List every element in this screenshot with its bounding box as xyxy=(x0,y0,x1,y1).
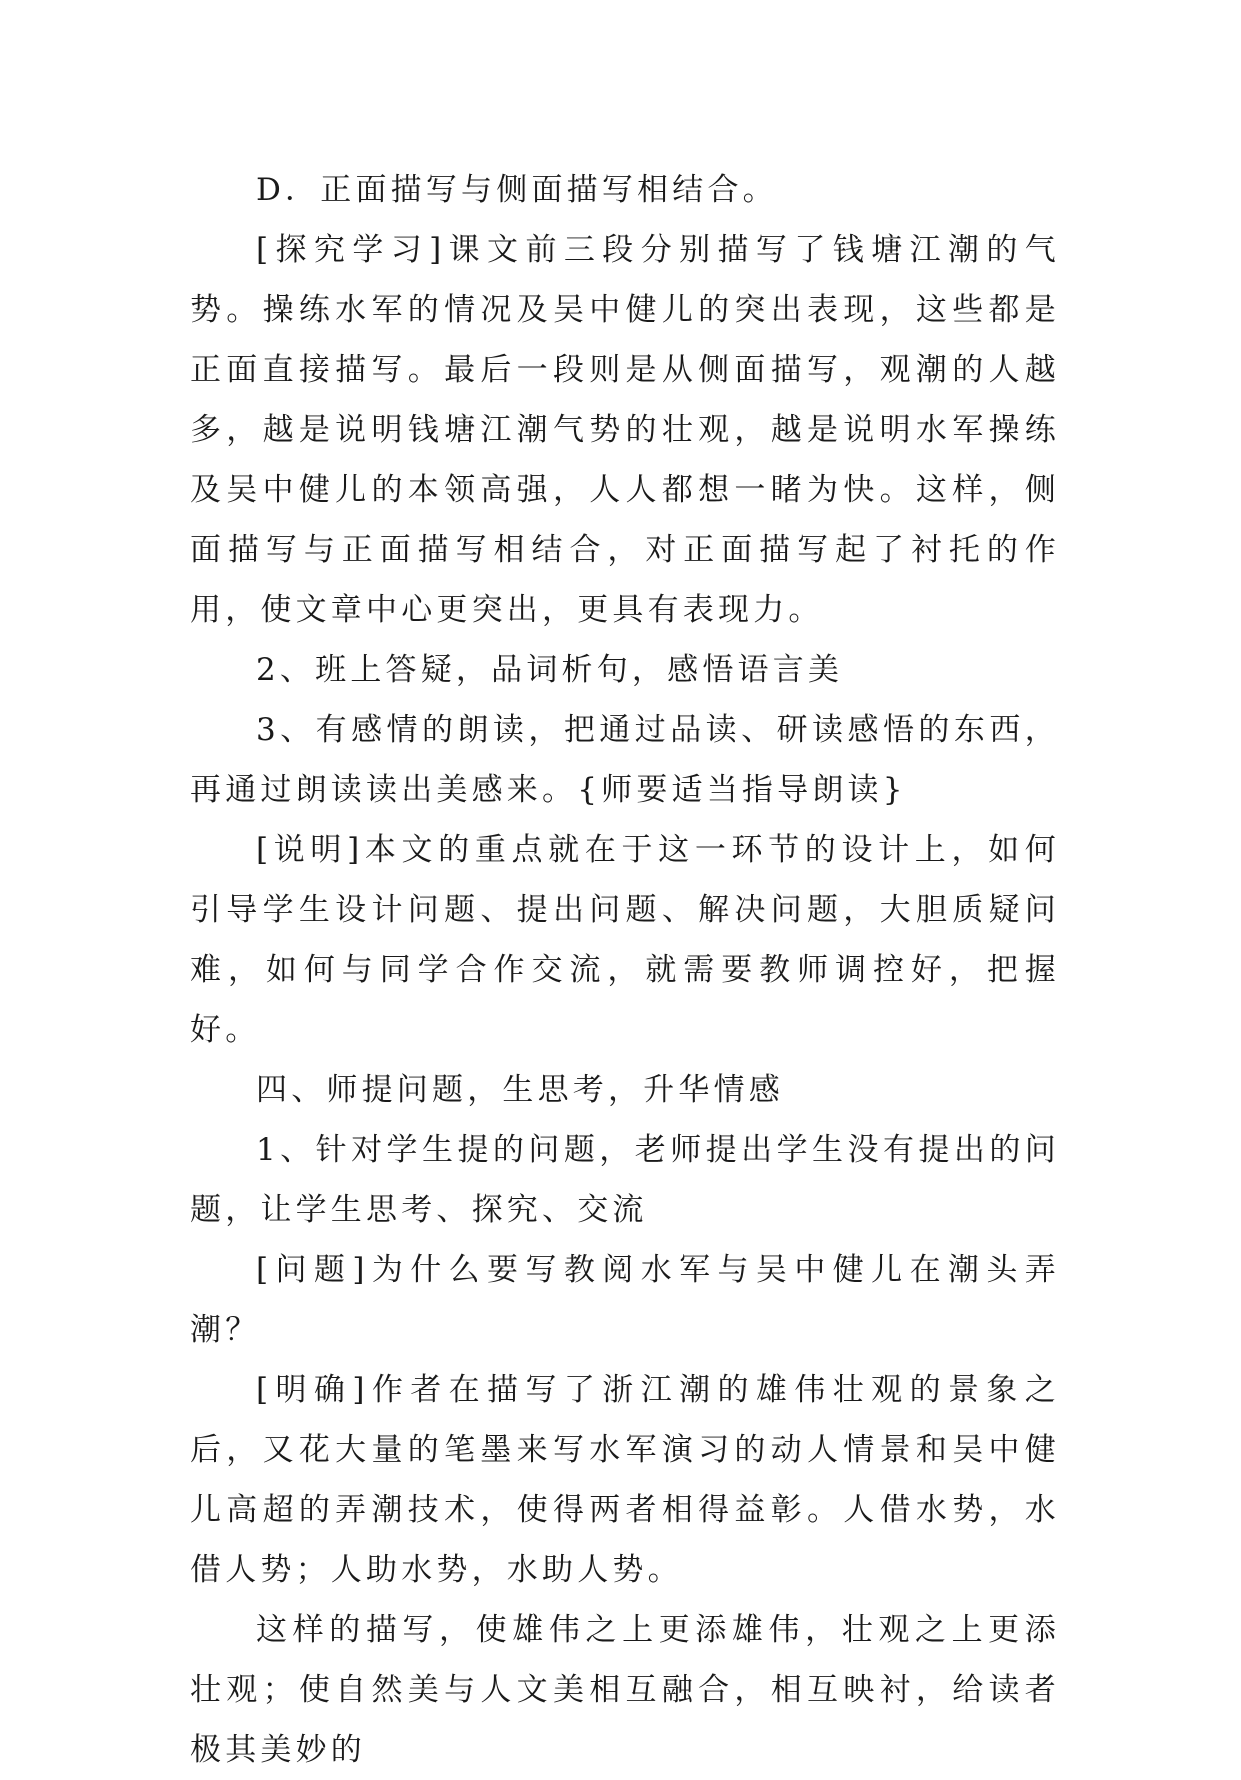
paragraph-question: [问题]为什么要写教阅水军与吴中健儿在潮头弄潮？ xyxy=(190,1252,1060,1348)
paragraph-option-d: D．正面描写与侧面描写相结合。 xyxy=(256,172,778,208)
document-body xyxy=(190,160,1060,1780)
paragraph-explanation: [说明]本文的重点就在于这一环节的设计上，如何引导学生设计问题、提出问题、解决问题，大胆质疑问难，如何与同学合作交流，就需要教师调控好，把握好。 xyxy=(190,832,1060,1048)
paragraph-step-2: 2、班上答疑，品词析句，感悟语言美 xyxy=(256,652,844,688)
paragraph-step-3: 3、有感情的朗读，把通过品读、研读感悟的东西，再通过朗读读出美感来。{师要适当指导朗读} xyxy=(190,712,1060,808)
paragraph-conclusion: 这样的描写，使雄伟之上更添雄伟，壮观之上更添壮观；使自然美与人文美相互融合，相互映衬，给读者极其美妙的 xyxy=(190,1612,1060,1768)
section-heading-four: 四、师提问题，生思考，升华情感 xyxy=(256,1072,784,1108)
paragraph-item-1: 1、针对学生提的问题，老师提出学生没有提出的问题，让学生思考、探究、交流 xyxy=(190,1132,1060,1228)
paragraph-inquiry-learning: [探究学习]课文前三段分别描写了钱塘江潮的气势。操练水军的情况及吴中健儿的突出表现，这些都是正面直接描写。最后一段则是从侧面描写，观潮的人越多，越是说明钱塘江潮气势的壮观，越是说明水军操练及吴中健儿的本领高强，人人都想一睹为快。这样，侧面描写与正面描写相结合，对正面描写起了衬托的作用，使文章中心更突出，更具有表现力。 xyxy=(190,232,1060,628)
paragraph-answer: [明确]作者在描写了浙江潮的雄伟壮观的景象之后，又花大量的笔墨来写水军演习的动人情景和吴中健儿高超的弄潮技术，使得两者相得益彰。人借水势，水借人势；人助水势，水助人势。 xyxy=(190,1372,1060,1588)
